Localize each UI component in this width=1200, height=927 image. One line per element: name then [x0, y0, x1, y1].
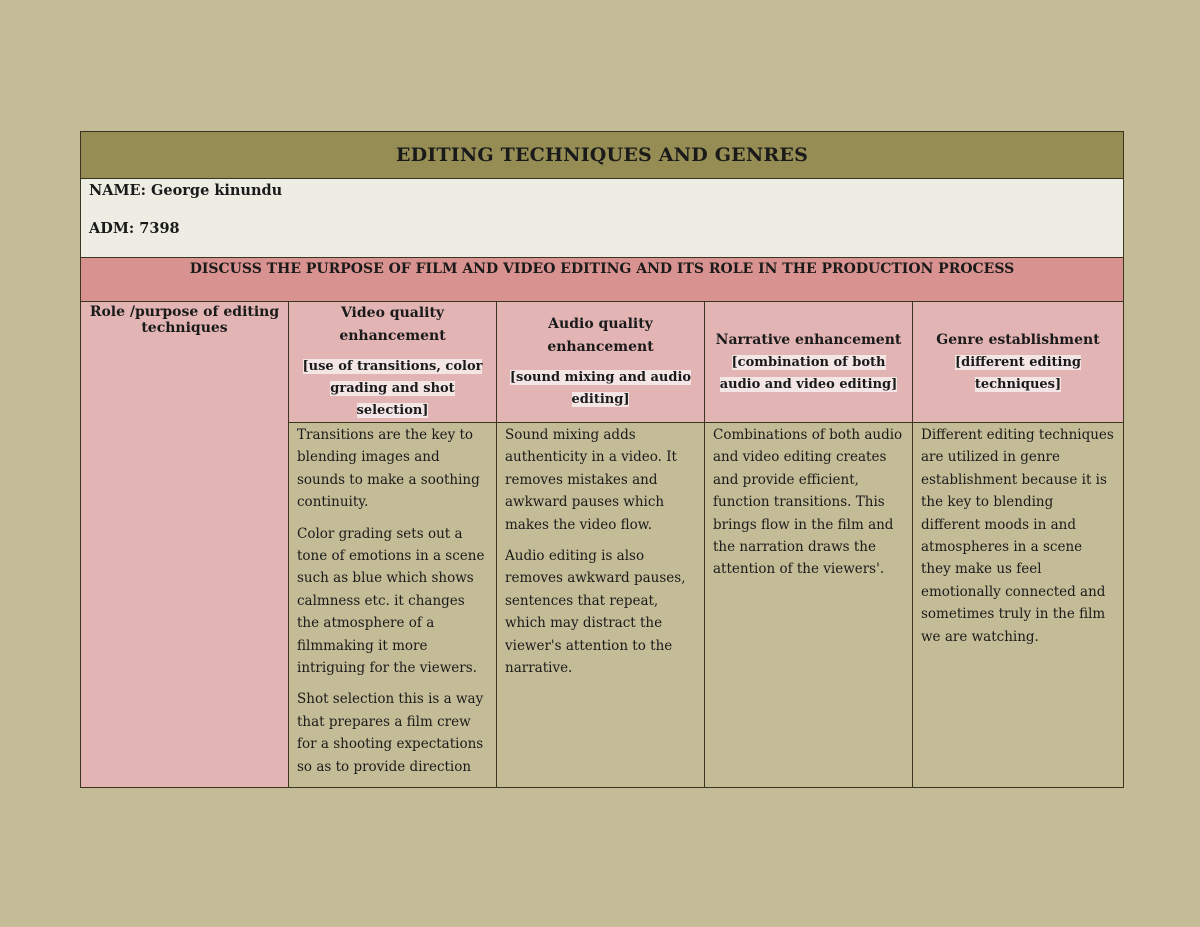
column-heading: Genre establishment [936, 331, 1100, 348]
role-purpose-header: Role /purpose of editing techniques [81, 302, 289, 788]
student-info [81, 179, 1124, 258]
audio-enhancement-text [497, 423, 705, 788]
document-page [80, 131, 1123, 788]
column-header-narrative [705, 302, 913, 423]
column-header-genre [913, 302, 1124, 423]
column-subheading: [sound mixing and audio editing] [509, 370, 692, 407]
paragraph: Color grading sets out a tone of emotions in a scene such as blue which shows calmness etc. it changes the atmosphere of a filmmaking it more intriguing for the viewers. [297, 525, 485, 677]
video-enhancement-text [289, 423, 497, 788]
column-subheading: [combination of both audio and video editing] [719, 354, 898, 392]
column-heading: Video quality enhancement [339, 305, 446, 344]
paragraph: Sound mixing adds authenticity in a video. It removes mistakes and awkward pauses which makes the video flow. [505, 427, 677, 533]
column-heading: Audio quality enhancement [547, 316, 654, 355]
paragraph: Shot selection this is a way that prepares a film crew for a shooting expectations so as to provide direction [297, 691, 484, 775]
column-subheading: [different editing techniques] [954, 354, 1081, 392]
column-heading: Narrative enhancement [715, 331, 902, 348]
column-subheading: [use of transitions, color grading and shot selection] [302, 359, 483, 418]
column-header-audio [497, 302, 705, 423]
paragraph: Combinations of both audio and video editing creates and provide efficient, function transitions. This brings flow in the film and the narration draws the attention of the viewers'. [713, 427, 903, 578]
column-header-video [289, 302, 497, 423]
editing-table [80, 131, 1124, 788]
student-name: NAME: George kinundu [89, 182, 283, 199]
paragraph: Audio editing is also removes awkward pauses, sentences that repeat, which may distract the viewer's attention to the narrative. [505, 548, 686, 677]
discussion-heading: DISCUSS THE PURPOSE OF FILM AND VIDEO EDITING AND ITS ROLE IN THE PRODUCTION PROCESS [81, 258, 1124, 302]
paragraph: Transitions are the key to blending images and sounds to make a soothing continuity. [297, 427, 480, 511]
paragraph: Different editing techniques are utilized in genre establishment because it is the key to blending different moods in and atmospheres in a scene they make us feel emotionally connected and sometimes truly in the film we are watching. [921, 427, 1114, 645]
admission-number: ADM: 7398 [89, 220, 180, 237]
document-title: EDITING TECHNIQUES AND GENRES [81, 132, 1124, 179]
narrative-enhancement-text [705, 423, 913, 788]
genre-establishment-text [913, 423, 1124, 788]
